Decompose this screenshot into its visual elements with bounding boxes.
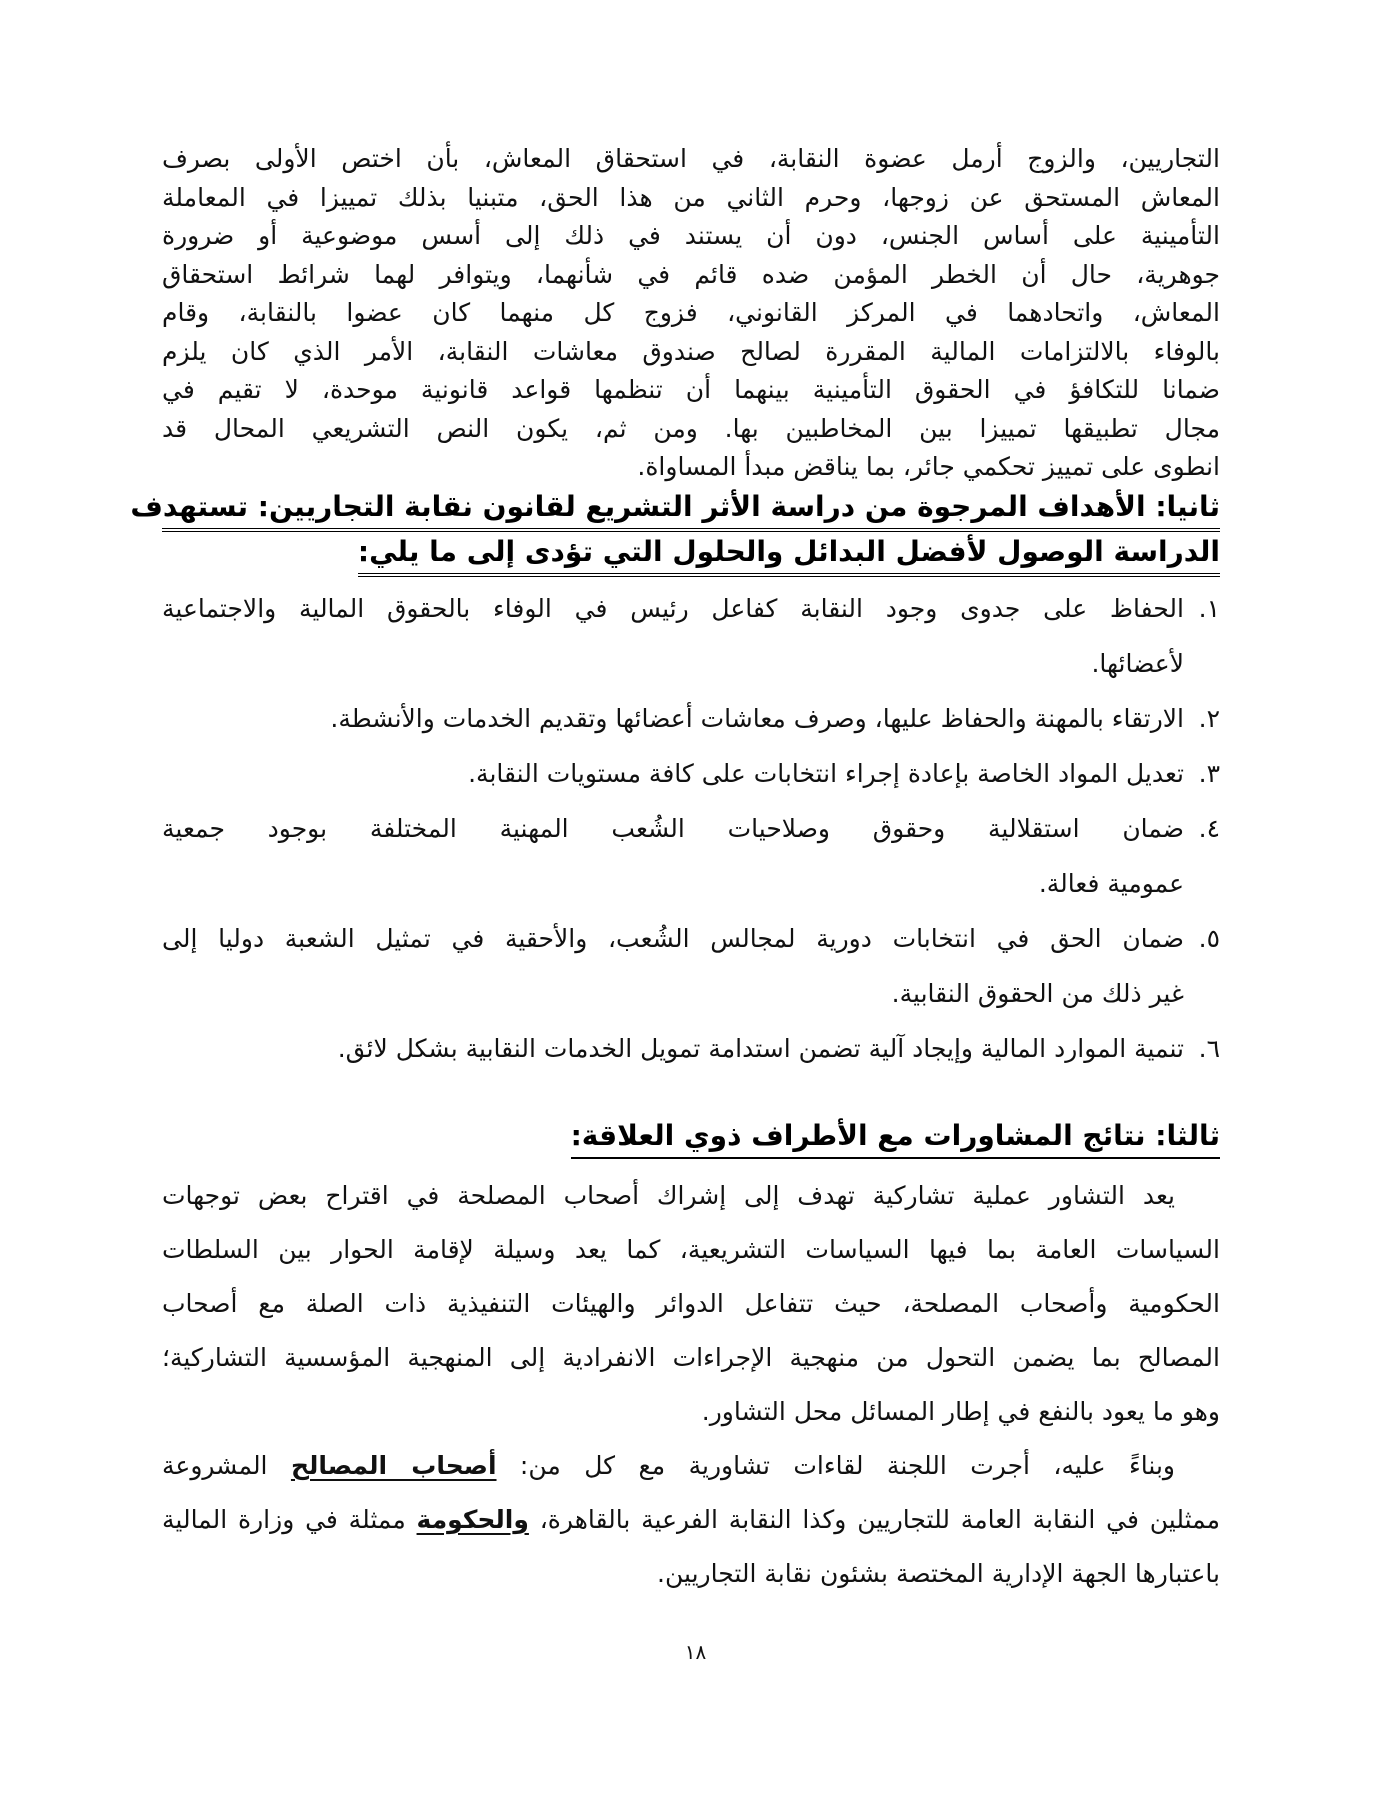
list-number: ٢. [1198,703,1220,733]
text-line: انطوى على تمييز تحكمي جائر، بما يناقض مبدأ المساواة. [637,452,1220,481]
text-line: ضمان استقلالية وحقوق وصلاحيات الشُعب المهنية المختلفة بوجود جمعية [162,813,1184,843]
text-line: غير ذلك من الحقوق النقابية. [891,978,1184,1008]
text-line: وهو ما يعود بالنفع في إطار المسائل محل التشاور. [701,1396,1220,1426]
text-line: المعاش، واتحادهما في المركز القانوني، فزوج كل منهما كان عضوا بالنقابة، وقام [162,298,1220,327]
list-number: ٣. [1198,758,1220,788]
heading-line: الدراسة الوصول لأفضل البدائل والحلول التي تؤدى إلى ما يلي: [358,532,1220,577]
list-number: ٤. [1198,813,1220,843]
text-line: مجال تطبيقها تمييزا بين المخاطبين بها. ومن ثم، يكون النص التشريعي المحال قد [162,413,1220,443]
list-item [162,581,1220,691]
text-line: تنمية الموارد المالية وإيجاد آلية تضمن استدامة تمويل الخدمات النقابية بشكل لائق. [337,1033,1184,1063]
text-line: بالوفاء بالالتزامات المالية المقررة لصالح صندوق معاشات النقابة، الأمر الذي كان يلزم [162,336,1220,366]
list-item [162,801,1220,911]
text-line: لأعضائها. [1091,648,1184,678]
list-number: ٦. [1198,1033,1220,1063]
list-item [162,746,1220,801]
text-fragment: ممثلين في النقابة العامة للتجاريين وكذا النقابة الفرعية بالقاهرة، [528,1504,1221,1534]
document-page [130,140,1221,1601]
text-line: الحفاظ على جدوى وجود النقابة كفاعل رئيس في الوفاء بالحقوق المالية والاجتماعية [162,593,1184,623]
list-number: ١. [1198,593,1220,623]
government-term: والحكومة [416,1504,529,1534]
section-3 [162,1116,1220,1601]
text-line: جوهرية، حال أن الخطر المؤمن ضده قائم في شأنهما، ويتوافر لهما شرائط استحقاق [162,259,1220,289]
stakeholders-paragraph [162,1439,1220,1601]
text-line: المعاش المستحق عن زوجها، وحرم الثاني من هذا الحق، متبنيا بذلك تمييزا في المعاملة [162,182,1220,212]
text-fragment: وبناءً عليه، أجرت اللجنة لقاءات تشاورية مع كل من: [496,1450,1175,1480]
text-fragment: ممثلة في وزارة المالية [162,1504,417,1534]
text-fragment: المشروعة [162,1450,291,1480]
text-line [162,1493,1220,1547]
intro-paragraph [162,140,1220,487]
text-line: ضمان الحق في انتخابات دورية لمجالس الشُعب، والأحقية في تمثيل الشعبة دوليا إلى [162,923,1184,953]
text-line: التجاريين، والزوج أرمل عضوة النقابة، في استحقاق المعاش، بأن اختص الأولى بصرف [162,144,1220,173]
text-line: الحكومية وأصحاب المصلحة، حيث تتفاعل الدوائر والهيئات التنفيذية ذات الصلة مع أصحاب [162,1288,1220,1318]
heading-line: ثالثا: نتائج المشاورات مع الأطراف ذوي العلاقة: [571,1116,1220,1159]
text-line: الارتقاء بالمهنة والحفاظ عليها، وصرف معاشات أعضائها وتقديم الخدمات والأنشطة. [330,703,1184,733]
list-item [162,691,1220,746]
stakeholders-term: أصحاب المصالح [290,1450,497,1480]
heading-line: ثانيا: الأهداف المرجوة من دراسة الأثر التشريع لقانون نقابة التجاريين: تستهدف [162,487,1220,532]
consultation-paragraph [162,1169,1220,1439]
text-line: المصالح بما يضمن التحول من منهجية الإجراءات الانفرادية إلى المنهجية المؤسسية التشاركية؛ [162,1342,1220,1372]
text-line: يعد التشاور عملية تشاركية تهدف إلى إشراك أصحاب المصلحة في اقتراح بعض توجهات [162,1180,1175,1210]
text-line [162,1439,1220,1493]
list-item [162,1021,1220,1076]
text-line: تعديل المواد الخاصة بإعادة إجراء انتخابات على كافة مستويات النقابة. [468,758,1184,788]
objectives-list [162,581,1220,1076]
text-line: ضمانا للتكافؤ في الحقوق التأمينية بينهما أن تنظمها قواعد قانونية موحدة، لا تقيم في [162,375,1220,404]
text-line: عمومية فعالة. [1038,868,1184,898]
list-item [162,911,1220,1021]
section-3-heading [162,1116,1220,1159]
page-number: ١٨ [684,1640,707,1664]
text-line: التأمينية على أساس الجنس، دون أن يستند في ذلك إلى أسس موضوعية أو ضرورة [162,221,1220,250]
section-2-heading [130,487,1220,577]
text-line: السياسات العامة بما فيها السياسات التشريعية، كما يعد وسيلة لإقامة الحوار بين السلطات [162,1234,1220,1264]
list-number: ٥. [1198,923,1220,953]
text-line: باعتبارها الجهة الإدارية المختصة بشئون نقابة التجاريين. [657,1558,1220,1588]
